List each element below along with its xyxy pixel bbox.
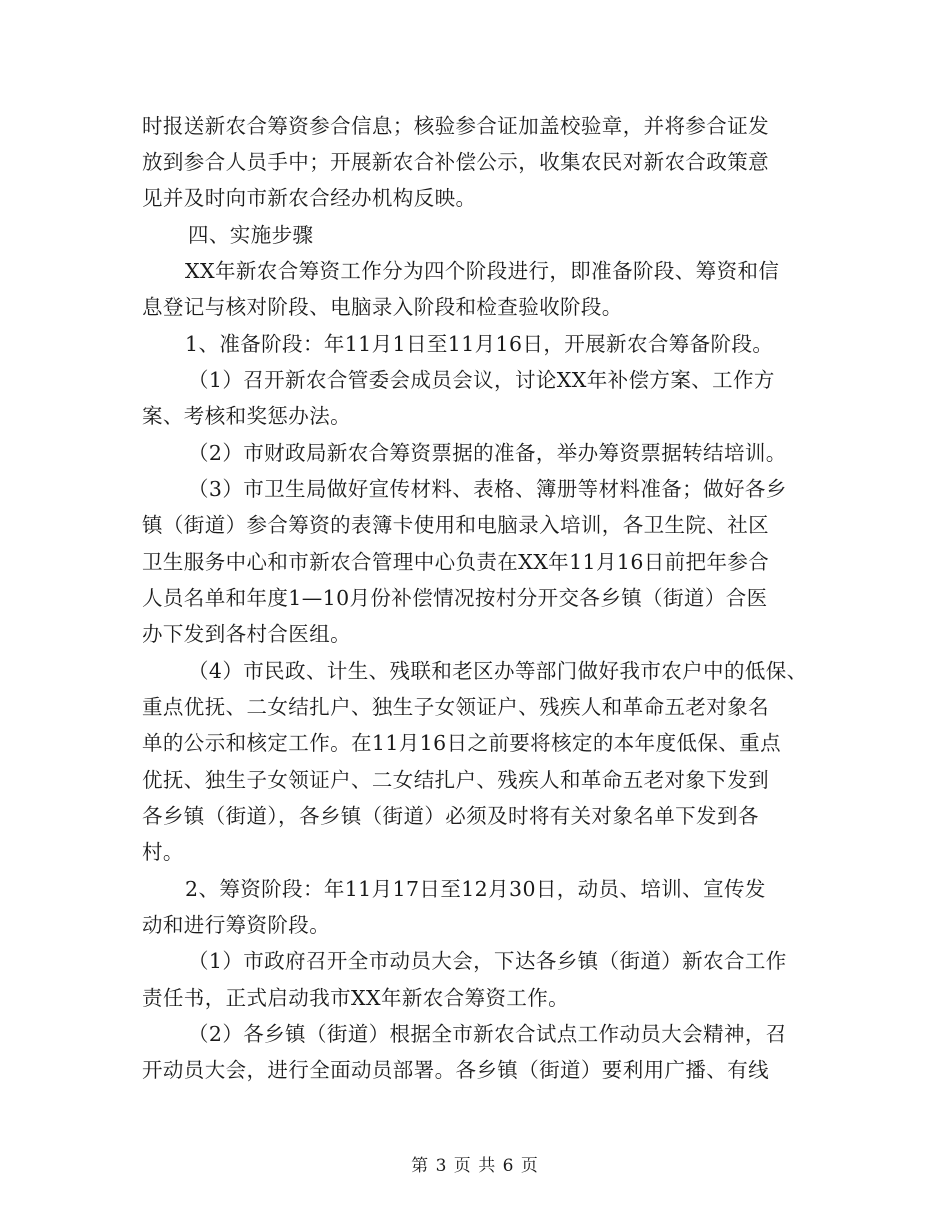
- paragraph-line: 办下发到各村合医组。: [142, 622, 351, 646]
- paragraph-line: 优抚、独生子女领证户、二女结扎户、残疾人和革命五老对象下发到: [142, 768, 769, 792]
- paragraph-line: （3）市卫生局做好宣传材料、表格、簿册等材料准备；做好各乡: [188, 477, 787, 501]
- paragraph-line: 案、考核和奖惩办法。: [142, 404, 351, 428]
- paragraph-line: 单的公示和核定工作。在11月16日之前要将核定的本年度低保、重点: [142, 731, 781, 755]
- paragraph-line: 各乡镇（街道），各乡镇（街道）必须及时将有关对象名单下发到各: [142, 804, 759, 828]
- paragraph-line: 息登记与核对阶段、电脑录入阶段和检查验收阶段。: [142, 295, 623, 319]
- paragraph-line: （2）各乡镇（街道）根据全市新农合试点工作动员大会精神，召: [188, 1022, 787, 1046]
- paragraph-line: （1）市政府召开全市动员大会，下达各乡镇（街道）新农合工作: [188, 949, 787, 973]
- paragraph-line: 责任书，正式启动我市XX年新农合筹资工作。: [142, 986, 570, 1010]
- paragraph-line: 2、筹资阶段：年11月17日至12月30日，动员、培训、宣传发: [185, 877, 766, 901]
- paragraph-line: 重点优抚、二女结扎户、独生子女领证户、残疾人和革命五老对象名: [142, 695, 769, 719]
- paragraph-line: 四、实施步骤: [188, 223, 314, 247]
- paragraph-line: 1、准备阶段：年11月1日至11月16日，开展新农合筹备阶段。: [185, 332, 774, 356]
- paragraph-line: （1）召开新农合管委会成员会议，讨论XX年补偿方案、工作方: [188, 368, 775, 392]
- paragraph-line: 放到参合人员手中；开展新农合补偿公示，收集农民对新农合政策意: [142, 150, 769, 174]
- paragraph-line: （2）市财政局新农合筹资票据的准备，举办筹资票据转结培训。: [188, 441, 787, 465]
- paragraph-line: 开动员大会，进行全面动员部署。各乡镇（街道）要利用广播、有线: [142, 1058, 769, 1082]
- paragraph-line: （4）市民政、计生、残联和老区办等部门做好我市农户中的低保、: [188, 659, 808, 683]
- paragraph-line: XX年新农合筹资工作分为四个阶段进行，即准备阶段、筹资和信: [185, 259, 780, 283]
- page-footer: 第 3 页 共 6 页: [411, 1156, 539, 1176]
- paragraph-line: 动和进行筹资阶段。: [142, 913, 331, 937]
- paragraph-line: 时报送新农合筹资参合信息；核验参合证加盖校验章，并将参合证发: [142, 114, 769, 138]
- paragraph-line: 见并及时向市新农合经办机构反映。: [142, 186, 477, 210]
- paragraph-line: 镇（街道）参合筹资的表簿卡使用和电脑录入培训，各卫生院、社区: [142, 513, 769, 537]
- paragraph-line: 卫生服务中心和市新农合管理中心负责在XX年11月16日前把年参合: [142, 550, 770, 574]
- paragraph-line: 村。: [142, 840, 184, 864]
- paragraph-line: 人员名单和年度1—10月份补偿情况按村分开交各乡镇（街道）合医: [142, 586, 768, 610]
